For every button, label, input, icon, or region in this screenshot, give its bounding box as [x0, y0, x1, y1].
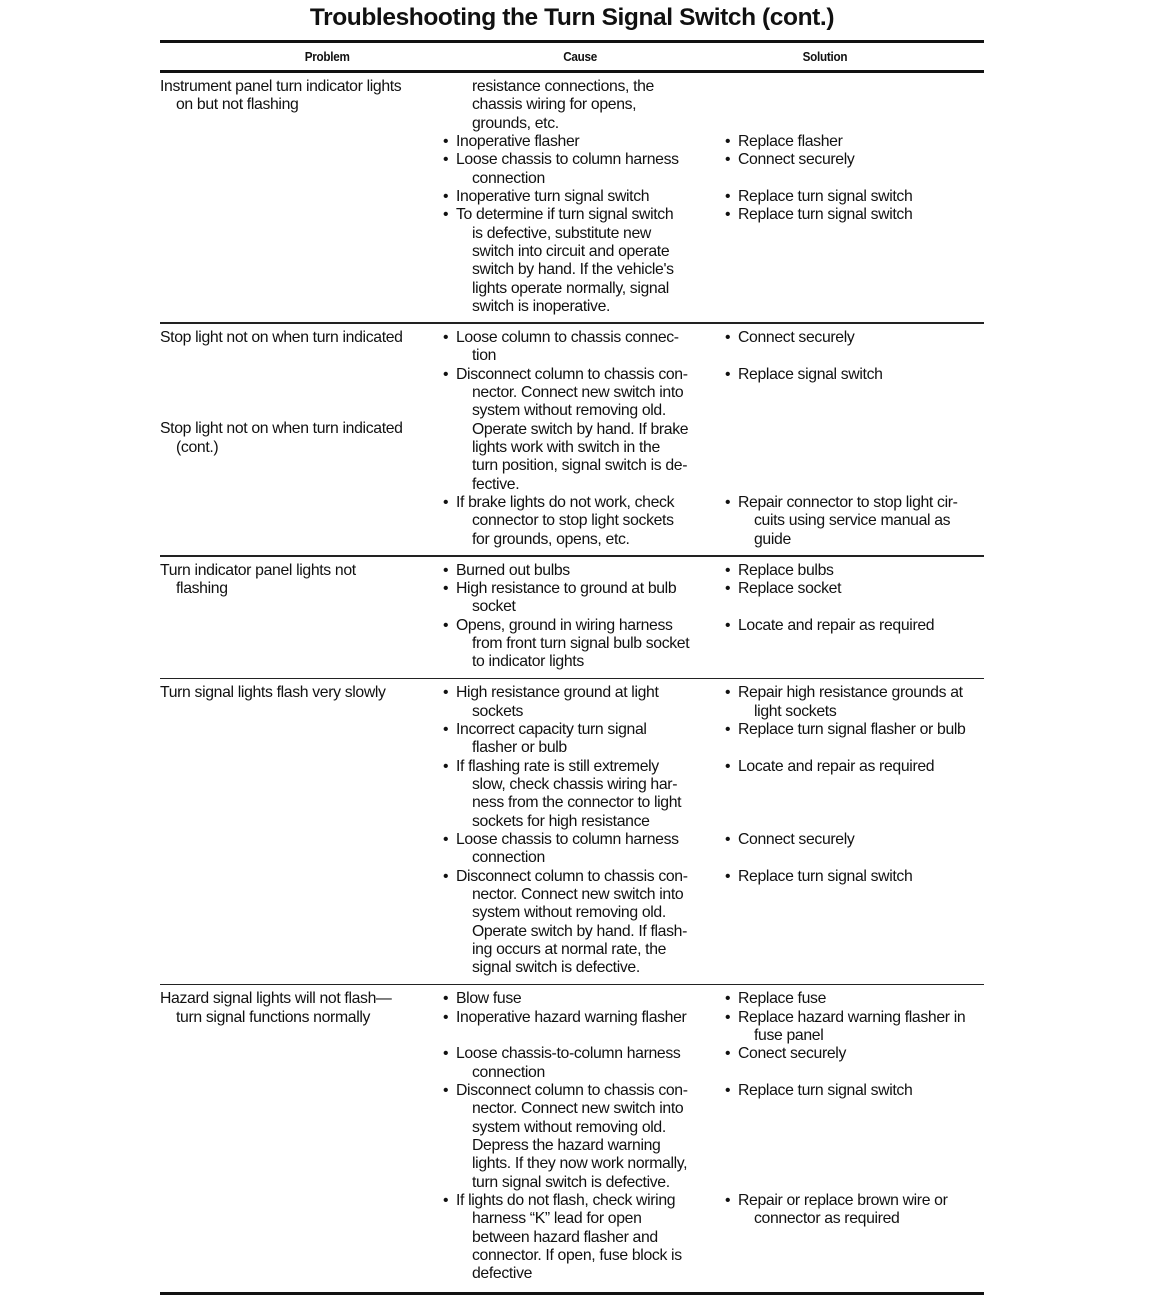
cause-item — [440, 562, 722, 580]
cause-text: Incorrect capacity turn signal flasher or bulb — [456, 720, 647, 757]
cause-solution-list — [440, 684, 984, 978]
bullet-icon: • — [443, 1081, 449, 1099]
bullet-icon: • — [725, 1008, 731, 1026]
solution-text: Connect securely — [738, 328, 855, 346]
cause-text: Blow fuse — [456, 990, 522, 1008]
solution-text: Repair connector to stop light cir- cuits using service manual as guide — [738, 494, 958, 548]
cause-text: Inoperative hazard warning flasher — [456, 1008, 687, 1026]
cause-text: resistance connections, the chassis wiring for opens, grounds, etc. — [472, 78, 654, 132]
table-row — [160, 985, 984, 1290]
bullet-icon: • — [725, 616, 731, 634]
solution-item — [722, 617, 984, 672]
solution-item — [722, 758, 984, 831]
cause-solution-list — [440, 78, 984, 316]
solution-text: Repair or replace brown wire or connector as required — [738, 1191, 948, 1228]
bullet-icon: • — [725, 867, 731, 885]
solution-text: Locate and repair as required — [738, 616, 935, 634]
cause-item — [440, 1045, 722, 1082]
solution-text: Replace signal switch — [738, 365, 883, 383]
cause-text: Burned out bulbs — [456, 561, 570, 579]
solution-text: Replace hazard warning flasher in fuse panel — [738, 1008, 966, 1044]
cause-text: To determine if turn signal switch is defective, substitute new switch into circuit and operate switch by hand. If the vehicle's lights operate normally, signal switch is inoperative. — [456, 206, 674, 316]
cause-solution-list — [440, 990, 984, 1284]
bullet-icon: • — [443, 561, 449, 579]
bullet-icon: • — [725, 990, 731, 1008]
bullet-icon: • — [443, 494, 449, 512]
bullet-icon: • — [725, 757, 731, 775]
header-problem: Problem — [304, 49, 350, 64]
bullet-icon: • — [725, 1045, 731, 1063]
bullet-icon: • — [443, 1045, 449, 1063]
solution-text: Replace flasher — [738, 133, 843, 151]
bullet-icon: • — [725, 684, 731, 702]
table-row — [160, 73, 984, 322]
bullet-icon: • — [725, 1191, 731, 1209]
cause-item — [440, 721, 722, 758]
problem-text: Turn indicator panel lights not flashing — [160, 561, 356, 597]
cause-item — [440, 831, 722, 868]
solution-text: Replace turn signal switch — [738, 867, 913, 885]
bullet-icon: • — [725, 133, 731, 151]
problem-text: Stop light not on when turn indicated (cont.) — [160, 420, 403, 456]
header-solution: Solution — [802, 49, 848, 64]
cause-item — [440, 868, 722, 978]
bullet-icon: • — [443, 206, 449, 224]
table-body — [160, 73, 984, 1290]
table-row — [160, 557, 984, 678]
solution-text: Repair high resistance grounds at light sockets — [738, 684, 963, 720]
solution-item — [722, 990, 984, 1008]
cause-item — [440, 1192, 722, 1284]
cause-item — [440, 990, 722, 1008]
problem-text: Stop light not on when turn indicated — [160, 328, 403, 346]
bullet-icon: • — [443, 365, 449, 383]
cause-item — [440, 758, 722, 831]
bullet-icon: • — [725, 494, 731, 512]
bullet-icon: • — [443, 684, 449, 702]
problem-text: Hazard signal lights will not flash— turn signal functions normally — [160, 990, 392, 1026]
bullet-icon: • — [725, 561, 731, 579]
solution-text: Replace turn signal switch — [738, 206, 913, 224]
cause-item — [440, 1009, 722, 1046]
solution-text: Replace turn signal flasher or bulb — [738, 720, 966, 738]
cause-solution-list — [440, 329, 984, 549]
bullet-icon: • — [443, 188, 449, 206]
table-row — [160, 324, 984, 555]
solution-item — [722, 366, 984, 494]
problem-cell — [160, 990, 440, 1284]
cause-text: Loose chassis to column harness connection — [456, 151, 679, 187]
solution-item — [722, 1082, 984, 1192]
bullet-icon: • — [443, 133, 449, 151]
solution-item — [722, 188, 984, 206]
solution-item — [722, 868, 984, 978]
cause-text: Disconnect column to chassis con- nector. Connect new switch into system without removing old. Depress the hazard warning lights. If they now work normally, turn signal switch is defective. — [456, 1081, 688, 1191]
solution-text: Replace turn signal switch — [738, 188, 913, 206]
solution-item — [722, 831, 984, 868]
solution-text: Conect securely — [738, 1045, 847, 1063]
cause-text: High resistance ground at light sockets — [456, 684, 659, 720]
cause-text: If flashing rate is still extremely slow, check chassis wiring har- ness from the connector to light sockets for high resistance — [456, 757, 682, 830]
bullet-icon: • — [443, 1008, 449, 1026]
problem-cell — [160, 684, 440, 978]
problem-text: Turn signal lights flash very slowly — [160, 684, 386, 702]
page-title: Troubleshooting the Turn Signal Switch (cont.) — [309, 4, 835, 31]
bullet-icon: • — [443, 151, 449, 169]
bullet-icon: • — [443, 328, 449, 346]
cause-item — [440, 206, 722, 316]
solution-item — [722, 721, 984, 758]
cause-item — [440, 1082, 722, 1192]
table-header — [201, 43, 943, 70]
cause-text: Disconnect column to chassis con- nector. Connect new switch into system without removing old. Operate switch by hand. If brake lights work with switch in the turn position, signal switch is de- fective. — [456, 365, 689, 493]
cause-text: High resistance to ground at bulb socket — [456, 579, 677, 616]
bullet-icon: • — [725, 365, 731, 383]
table-row — [160, 679, 984, 984]
solution-item — [722, 562, 984, 580]
solution-text: Replace socket — [738, 579, 842, 597]
cause-text: If brake lights do not work, check connector to stop light sockets for grounds, opens, etc. — [456, 494, 675, 548]
solution-item — [722, 133, 984, 151]
solution-text: Locate and repair as required — [738, 757, 935, 775]
bullet-icon: • — [443, 616, 449, 634]
cause-text: Loose column to chassis connec- tion — [456, 328, 679, 365]
bullet-icon: • — [725, 720, 731, 738]
problem-cell — [160, 329, 440, 549]
solution-item — [722, 78, 984, 133]
cause-item — [440, 78, 722, 133]
cause-item — [440, 151, 722, 188]
bullet-icon: • — [443, 830, 449, 848]
cause-text: Inoperative turn signal switch — [456, 188, 650, 206]
cause-item — [440, 494, 722, 549]
troubleshooting-table — [160, 40, 984, 1295]
solution-item — [722, 494, 984, 549]
bullet-icon: • — [443, 990, 449, 1008]
bullet-icon: • — [725, 188, 731, 206]
bullet-icon: • — [725, 328, 731, 346]
solution-item — [722, 684, 984, 721]
cause-item — [440, 684, 722, 721]
cause-text: If lights do not flash, check wiring harness “K” lead for open between hazard flasher and connector. If open, fuse block is defective — [456, 1191, 682, 1283]
solution-item — [722, 329, 984, 366]
cause-item — [440, 617, 722, 672]
bullet-icon: • — [443, 720, 449, 738]
solution-text: Connect securely — [738, 151, 855, 169]
cause-text: Opens, ground in wiring harness from front turn signal bulb socket to indicator lights — [456, 616, 690, 671]
bullet-icon: • — [443, 757, 449, 775]
bullet-icon: • — [725, 830, 731, 848]
cause-text: Disconnect column to chassis con- nector. Connect new switch into system without removing old. Operate switch by hand. If flash- ing occurs at normal rate, the signal switch is defective. — [456, 867, 688, 977]
cause-item — [440, 580, 722, 617]
solution-item — [722, 206, 984, 316]
cause-text: Inoperative flasher — [456, 133, 580, 151]
cause-item — [440, 329, 722, 366]
cause-text: Loose chassis to column harness connection — [456, 830, 679, 867]
cause-item — [440, 366, 722, 494]
solution-item — [722, 1045, 984, 1082]
table-bottom-rule — [160, 1292, 984, 1295]
bullet-icon: • — [443, 867, 449, 885]
solution-item — [722, 151, 984, 188]
bullet-icon: • — [443, 579, 449, 597]
bullet-icon: • — [443, 1191, 449, 1209]
bullet-icon: • — [725, 579, 731, 597]
problem-cell — [160, 562, 440, 672]
cause-solution-list — [440, 562, 984, 672]
solution-text: Connect securely — [738, 830, 855, 848]
solution-text: Replace turn signal switch — [738, 1081, 913, 1099]
solution-item — [722, 580, 984, 617]
bullet-icon: • — [725, 151, 731, 169]
bullet-icon: • — [725, 206, 731, 224]
problem-cell — [160, 78, 440, 316]
solution-text: Replace bulbs — [738, 561, 834, 579]
cause-item — [440, 188, 722, 206]
solution-item — [722, 1009, 984, 1046]
solution-item — [722, 1192, 984, 1284]
header-cause: Cause — [563, 49, 597, 64]
problem-text: Instrument panel turn indicator lights on but not flashing — [160, 78, 402, 114]
bullet-icon: • — [725, 1081, 731, 1099]
cause-item — [440, 133, 722, 151]
cause-text: Loose chassis-to-column harness connection — [456, 1045, 681, 1081]
solution-text: Replace fuse — [738, 990, 827, 1008]
